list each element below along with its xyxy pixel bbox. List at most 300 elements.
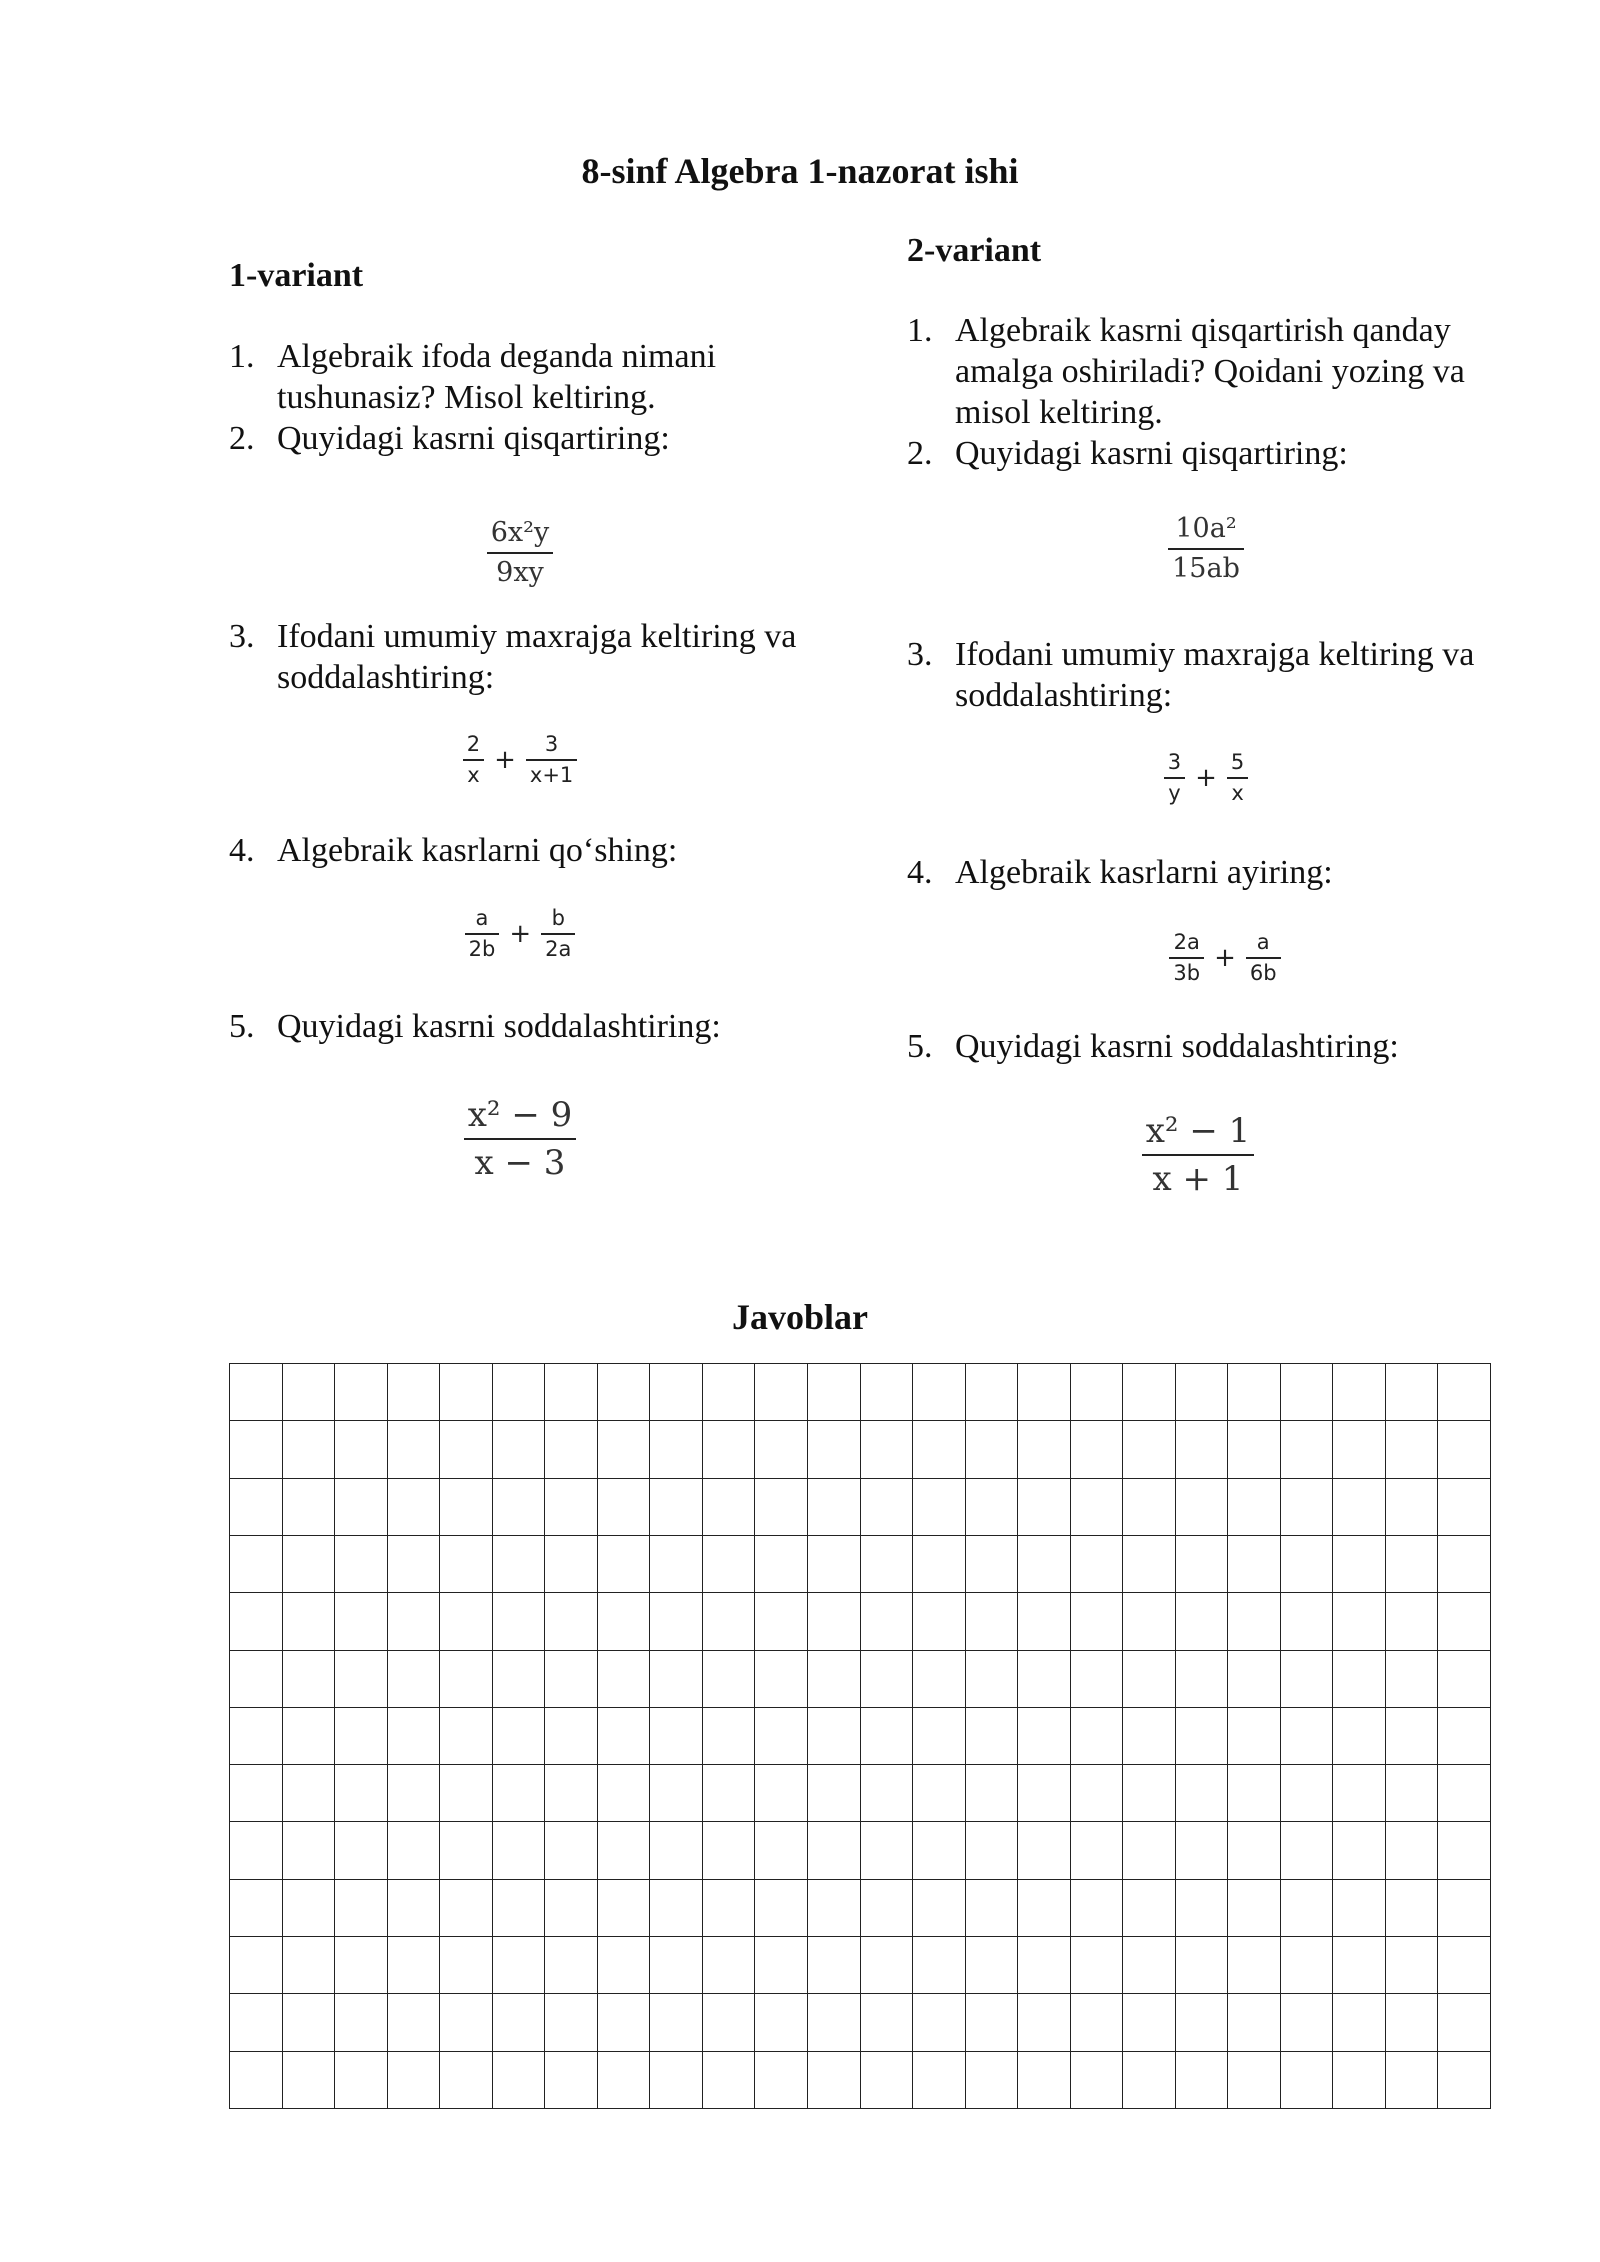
grid-cell: [1333, 1822, 1386, 1879]
grid-cell: [388, 1822, 441, 1879]
grid-cell: [1123, 1479, 1176, 1536]
grid-cell: [283, 1937, 336, 1994]
grid-cell: [493, 1364, 546, 1421]
grid-cell: [1071, 1364, 1124, 1421]
variant2-question-2: [907, 433, 1507, 474]
grid-cell: [1123, 1708, 1176, 1765]
grid-cell: [545, 1765, 598, 1822]
grid-cell: [388, 1880, 441, 1937]
grid-cell: [703, 1765, 756, 1822]
grid-cell: [230, 1536, 283, 1593]
grid-cell: [703, 1593, 756, 1650]
denominator: x: [467, 763, 480, 787]
grid-cell: [545, 1593, 598, 1650]
grid-cell: [703, 1536, 756, 1593]
grid-cell: [1018, 1536, 1071, 1593]
grid-cell: [1333, 1651, 1386, 1708]
grid-cell: [598, 1822, 651, 1879]
grid-cell: [545, 1880, 598, 1937]
grid-cell: [1333, 1708, 1386, 1765]
grid-cell: [545, 1708, 598, 1765]
grid-cell: [440, 1651, 493, 1708]
grid-cell: [230, 1765, 283, 1822]
grid-cell: [283, 1708, 336, 1765]
grid-cell: [650, 1364, 703, 1421]
question-number: 1.: [229, 338, 255, 375]
denominator: x − 3: [474, 1143, 566, 1183]
grid-cell: [755, 2052, 808, 2109]
grid-cell: [1438, 1593, 1491, 1650]
grid-cell: [1123, 2052, 1176, 2109]
grid-cell: [1176, 1421, 1229, 1478]
grid-cell: [440, 1536, 493, 1593]
grid-cell: [913, 1765, 966, 1822]
grid-cell: [1281, 1421, 1334, 1478]
grid-cell: [598, 1937, 651, 1994]
grid-cell: [1123, 1765, 1176, 1822]
grid-cell: [598, 1479, 651, 1536]
grid-cell: [388, 1421, 441, 1478]
grid-cell: [1228, 1822, 1281, 1879]
question-number: 4.: [229, 832, 255, 869]
grid-cell: [1228, 1994, 1281, 2051]
variant2-expression-5: [1098, 1108, 1298, 1202]
grid-cell: [913, 2052, 966, 2109]
grid-cell: [1386, 1479, 1439, 1536]
grid-cell: [1228, 1765, 1281, 1822]
grid-cell: [1018, 2052, 1071, 2109]
grid-cell: [650, 1765, 703, 1822]
grid-cell: [335, 1708, 388, 1765]
variant1-expression-4: [420, 904, 620, 964]
grid-cell: [598, 1708, 651, 1765]
variant1-question-4: [229, 830, 829, 871]
grid-cell: [230, 1822, 283, 1879]
grid-cell: [1281, 1880, 1334, 1937]
grid-cell: [440, 1364, 493, 1421]
grid-cell: [913, 1880, 966, 1937]
fraction: [487, 514, 553, 592]
denominator: 6b: [1249, 961, 1277, 985]
grid-cell: [1228, 1536, 1281, 1593]
grid-cell: [1176, 1822, 1229, 1879]
grid-cell: [1228, 1880, 1281, 1937]
grid-cell: [966, 1822, 1019, 1879]
grid-cell: [1176, 2052, 1229, 2109]
denominator: 9xy: [496, 557, 544, 588]
grid-cell: [966, 1765, 1019, 1822]
grid-cell: [283, 1479, 336, 1536]
grid-cell: [703, 1994, 756, 2051]
grid-cell: [703, 1651, 756, 1708]
grid-cell: [230, 1708, 283, 1765]
grid-cell: [388, 1364, 441, 1421]
variant2-expression-2: [1106, 510, 1306, 588]
grid-cell: [598, 1593, 651, 1650]
grid-cell: [966, 1880, 1019, 1937]
grid-cell: [1281, 1994, 1334, 2051]
grid-cell: [1333, 1593, 1386, 1650]
grid-cell: [388, 2052, 441, 2109]
grid-cell: [1176, 1708, 1229, 1765]
grid-cell: [650, 2052, 703, 2109]
grid-cell: [388, 1651, 441, 1708]
grid-cell: [1386, 1708, 1439, 1765]
grid-cell: [1281, 1765, 1334, 1822]
grid-cell: [335, 1994, 388, 2051]
fraction-b: [541, 904, 575, 964]
grid-cell: [861, 1994, 914, 2051]
grid-cell: [1123, 1364, 1176, 1421]
grid-cell: [1123, 1651, 1176, 1708]
grid-cell: [755, 1822, 808, 1879]
grid-cell: [493, 1994, 546, 2051]
grid-cell: [1333, 1880, 1386, 1937]
grid-cell: [230, 1593, 283, 1650]
question-number: 3.: [907, 636, 933, 673]
grid-cell: [703, 1364, 756, 1421]
grid-cell: [335, 1421, 388, 1478]
question-number: 5.: [907, 1028, 933, 1065]
variant1-heading: 1-variant: [229, 257, 364, 294]
grid-cell: [440, 1765, 493, 1822]
grid-cell: [493, 1822, 546, 1879]
variant1-expression-3: [420, 730, 620, 790]
grid-cell: [1123, 1421, 1176, 1478]
grid-cell: [808, 1708, 861, 1765]
grid-cell: [755, 1364, 808, 1421]
grid-cell: [1281, 1937, 1334, 1994]
grid-cell: [1228, 1651, 1281, 1708]
grid-cell: [545, 1937, 598, 1994]
grid-cell: [808, 1822, 861, 1879]
variant2-question-3: [907, 634, 1507, 716]
grid-cell: [230, 2052, 283, 2109]
grid-cell: [1281, 2052, 1334, 2109]
grid-cell: [545, 1479, 598, 1536]
grid-cell: [1071, 2052, 1124, 2109]
grid-cell: [440, 1994, 493, 2051]
grid-cell: [283, 1593, 336, 1650]
grid-cell: [1438, 2052, 1491, 2109]
grid-cell: [755, 1994, 808, 2051]
grid-cell: [966, 1593, 1019, 1650]
variant1-expression-2: [420, 514, 620, 592]
answers-heading: Javoblar: [731, 1297, 868, 1337]
grid-cell: [335, 1593, 388, 1650]
grid-cell: [703, 1421, 756, 1478]
numerator: 6x²y: [490, 517, 550, 548]
grid-cell: [808, 1593, 861, 1650]
variant2-expression-4: [1125, 928, 1325, 988]
grid-cell: [1123, 1937, 1176, 1994]
grid-cell: [335, 1937, 388, 1994]
grid-cell: [755, 1937, 808, 1994]
grid-cell: [650, 1822, 703, 1879]
grid-cell: [335, 2052, 388, 2109]
grid-cell: [808, 1421, 861, 1478]
grid-cell: [545, 1822, 598, 1879]
grid-cell: [1071, 1421, 1124, 1478]
grid-cell: [1386, 1765, 1439, 1822]
fraction-a: [1169, 928, 1204, 988]
question-number: 4.: [907, 854, 933, 891]
grid-cell: [650, 1708, 703, 1765]
grid-cell: [335, 1479, 388, 1536]
grid-cell: [861, 1937, 914, 1994]
grid-cell: [650, 1593, 703, 1650]
grid-cell: [861, 1479, 914, 1536]
variant1-expression-5: [420, 1092, 620, 1186]
fraction-a: [463, 730, 484, 790]
grid-cell: [650, 1651, 703, 1708]
grid-cell: [1018, 1880, 1071, 1937]
grid-cell: [230, 1479, 283, 1536]
grid-cell: [1333, 1994, 1386, 2051]
grid-cell: [861, 1593, 914, 1650]
grid-cell: [598, 1765, 651, 1822]
variant1-question-5: [229, 1006, 829, 1047]
grid-cell: [1071, 1708, 1124, 1765]
denominator: y: [1168, 781, 1181, 805]
variant2-question-4: [907, 852, 1507, 893]
grid-cell: [493, 1536, 546, 1593]
grid-cell: [1438, 1765, 1491, 1822]
grid-cell: [335, 1536, 388, 1593]
grid-cell: [755, 1651, 808, 1708]
grid-cell: [1386, 1364, 1439, 1421]
grid-cell: [913, 1937, 966, 1994]
grid-cell: [1281, 1651, 1334, 1708]
numerator: a: [475, 906, 489, 930]
grid-cell: [335, 1364, 388, 1421]
variant1-question-2: [229, 418, 829, 459]
denominator: 2b: [468, 937, 496, 961]
grid-cell: [1018, 1937, 1071, 1994]
grid-cell: [283, 1421, 336, 1478]
grid-cell: [966, 1479, 1019, 1536]
grid-cell: [861, 1765, 914, 1822]
grid-cell: [440, 1880, 493, 1937]
grid-cell: [388, 1536, 441, 1593]
grid-cell: [1071, 1651, 1124, 1708]
grid-cell: [808, 1651, 861, 1708]
denominator: x: [1231, 781, 1244, 805]
question-text: Quyidagi kasrni qisqartiring:: [277, 420, 670, 457]
grid-cell: [1386, 1536, 1439, 1593]
grid-cell: [861, 1364, 914, 1421]
grid-cell: [1071, 1880, 1124, 1937]
grid-cell: [230, 1994, 283, 2051]
fraction-a: [1164, 748, 1185, 808]
grid-cell: [1386, 2052, 1439, 2109]
fraction-b: [1227, 748, 1248, 808]
grid-cell: [1018, 1364, 1071, 1421]
grid-cell: [493, 1421, 546, 1478]
fraction-b: [526, 730, 577, 790]
numerator: x² − 1: [1145, 1111, 1251, 1151]
grid-cell: [861, 1536, 914, 1593]
grid-cell: [1176, 1765, 1229, 1822]
numerator: b: [551, 906, 565, 930]
grid-cell: [283, 1765, 336, 1822]
grid-cell: [598, 1880, 651, 1937]
grid-cell: [388, 1765, 441, 1822]
grid-cell: [755, 1708, 808, 1765]
grid-cell: [966, 1536, 1019, 1593]
grid-cell: [1018, 1479, 1071, 1536]
grid-cell: [388, 1479, 441, 1536]
grid-cell: [1123, 1593, 1176, 1650]
grid-cell: [861, 2052, 914, 2109]
grid-cell: [1018, 1593, 1071, 1650]
grid-cell: [861, 1651, 914, 1708]
grid-cell: [493, 1880, 546, 1937]
grid-cell: [283, 1880, 336, 1937]
grid-cell: [493, 1708, 546, 1765]
grid-cell: [1333, 1536, 1386, 1593]
grid-cell: [755, 1479, 808, 1536]
grid-cell: [230, 1880, 283, 1937]
grid-cell: [913, 1708, 966, 1765]
grid-cell: [1228, 1421, 1281, 1478]
grid-cell: [703, 2052, 756, 2109]
grid-cell: [966, 1937, 1019, 1994]
grid-cell: [650, 1937, 703, 1994]
grid-cell: [1123, 1822, 1176, 1879]
grid-cell: [1176, 1651, 1229, 1708]
grid-cell: [1438, 1421, 1491, 1478]
grid-cell: [283, 1536, 336, 1593]
grid-cell: [283, 2052, 336, 2109]
grid-cell: [1123, 1880, 1176, 1937]
grid-cell: [598, 2052, 651, 2109]
grid-cell: [1386, 1593, 1439, 1650]
grid-cell: [335, 1765, 388, 1822]
grid-cell: [440, 1593, 493, 1650]
variant1-question-1: [229, 336, 829, 418]
grid-cell: [1438, 1880, 1491, 1937]
grid-cell: [1438, 1479, 1491, 1536]
grid-cell: [1386, 1937, 1439, 1994]
grid-cell: [966, 1994, 1019, 2051]
grid-cell: [1333, 1937, 1386, 1994]
grid-cell: [966, 1651, 1019, 1708]
grid-cell: [861, 1822, 914, 1879]
grid-cell: [1438, 1536, 1491, 1593]
grid-cell: [650, 1880, 703, 1937]
grid-cell: [808, 1937, 861, 1994]
grid-cell: [1176, 1994, 1229, 2051]
grid-cell: [1176, 1937, 1229, 1994]
grid-cell: [808, 1880, 861, 1937]
numerator: 10a²: [1175, 513, 1237, 544]
grid-cell: [1281, 1536, 1334, 1593]
grid-cell: [1281, 1708, 1334, 1765]
grid-cell: [861, 1708, 914, 1765]
grid-cell: [545, 1421, 598, 1478]
grid-cell: [1333, 2052, 1386, 2109]
grid-cell: [913, 1994, 966, 2051]
grid-cell: [440, 1479, 493, 1536]
grid-cell: [1333, 1765, 1386, 1822]
grid-cell: [283, 1994, 336, 2051]
grid-cell: [230, 1651, 283, 1708]
question-number: 5.: [229, 1008, 255, 1045]
grid-cell: [650, 1994, 703, 2051]
grid-cell: [1228, 1937, 1281, 1994]
grid-cell: [230, 1364, 283, 1421]
denominator: 3b: [1173, 961, 1201, 985]
numerator: 5: [1230, 750, 1245, 774]
grid-cell: [1438, 1937, 1491, 1994]
fraction-b: [1246, 928, 1281, 988]
grid-cell: [1176, 1364, 1229, 1421]
grid-cell: [1123, 1536, 1176, 1593]
grid-cell: [1438, 1994, 1491, 2051]
question-number: 2.: [907, 435, 933, 472]
grid-cell: [1333, 1364, 1386, 1421]
grid-cell: [1281, 1822, 1334, 1879]
grid-cell: [598, 1994, 651, 2051]
grid-cell: [1176, 1479, 1229, 1536]
grid-cell: [808, 1765, 861, 1822]
grid-cell: [1386, 1994, 1439, 2051]
grid-cell: [230, 1937, 283, 1994]
variant2-heading: 2-variant: [907, 232, 1042, 269]
grid-cell: [755, 1765, 808, 1822]
grid-cell: [966, 1421, 1019, 1478]
grid-cell: [913, 1593, 966, 1650]
grid-cell: [1176, 1880, 1229, 1937]
numerator: x² − 9: [467, 1095, 573, 1135]
grid-cell: [1228, 1593, 1281, 1650]
grid-cell: [388, 1708, 441, 1765]
grid-cell: [493, 1651, 546, 1708]
grid-cell: [913, 1421, 966, 1478]
grid-cell: [440, 1708, 493, 1765]
grid-cell: [1071, 1479, 1124, 1536]
grid-cell: [1176, 1593, 1229, 1650]
grid-cell: [598, 1536, 651, 1593]
grid-cell: [493, 2052, 546, 2109]
grid-cell: [1071, 1536, 1124, 1593]
grid-cell: [755, 1536, 808, 1593]
question-text: Algebraik kasrlarni qo‘shing:: [277, 832, 678, 869]
grid-cell: [1228, 2052, 1281, 2109]
grid-cell: [755, 1880, 808, 1937]
question-number: 3.: [229, 618, 255, 655]
grid-cell: [1228, 1479, 1281, 1536]
grid-cell: [388, 1937, 441, 1994]
grid-cell: [1071, 1937, 1124, 1994]
fraction-a: [465, 904, 500, 964]
grid-cell: [493, 1479, 546, 1536]
plus-sign: +: [494, 745, 516, 775]
grid-cell: [1386, 1651, 1439, 1708]
grid-cell: [545, 1651, 598, 1708]
grid-cell: [493, 1765, 546, 1822]
grid-cell: [598, 1364, 651, 1421]
grid-cell: [335, 1651, 388, 1708]
grid-cell: [1438, 1364, 1491, 1421]
grid-cell: [808, 1364, 861, 1421]
grid-cell: [650, 1421, 703, 1478]
denominator: 2a: [545, 937, 572, 961]
grid-cell: [703, 1937, 756, 1994]
fraction: [1142, 1108, 1255, 1202]
grid-cell: [440, 2052, 493, 2109]
